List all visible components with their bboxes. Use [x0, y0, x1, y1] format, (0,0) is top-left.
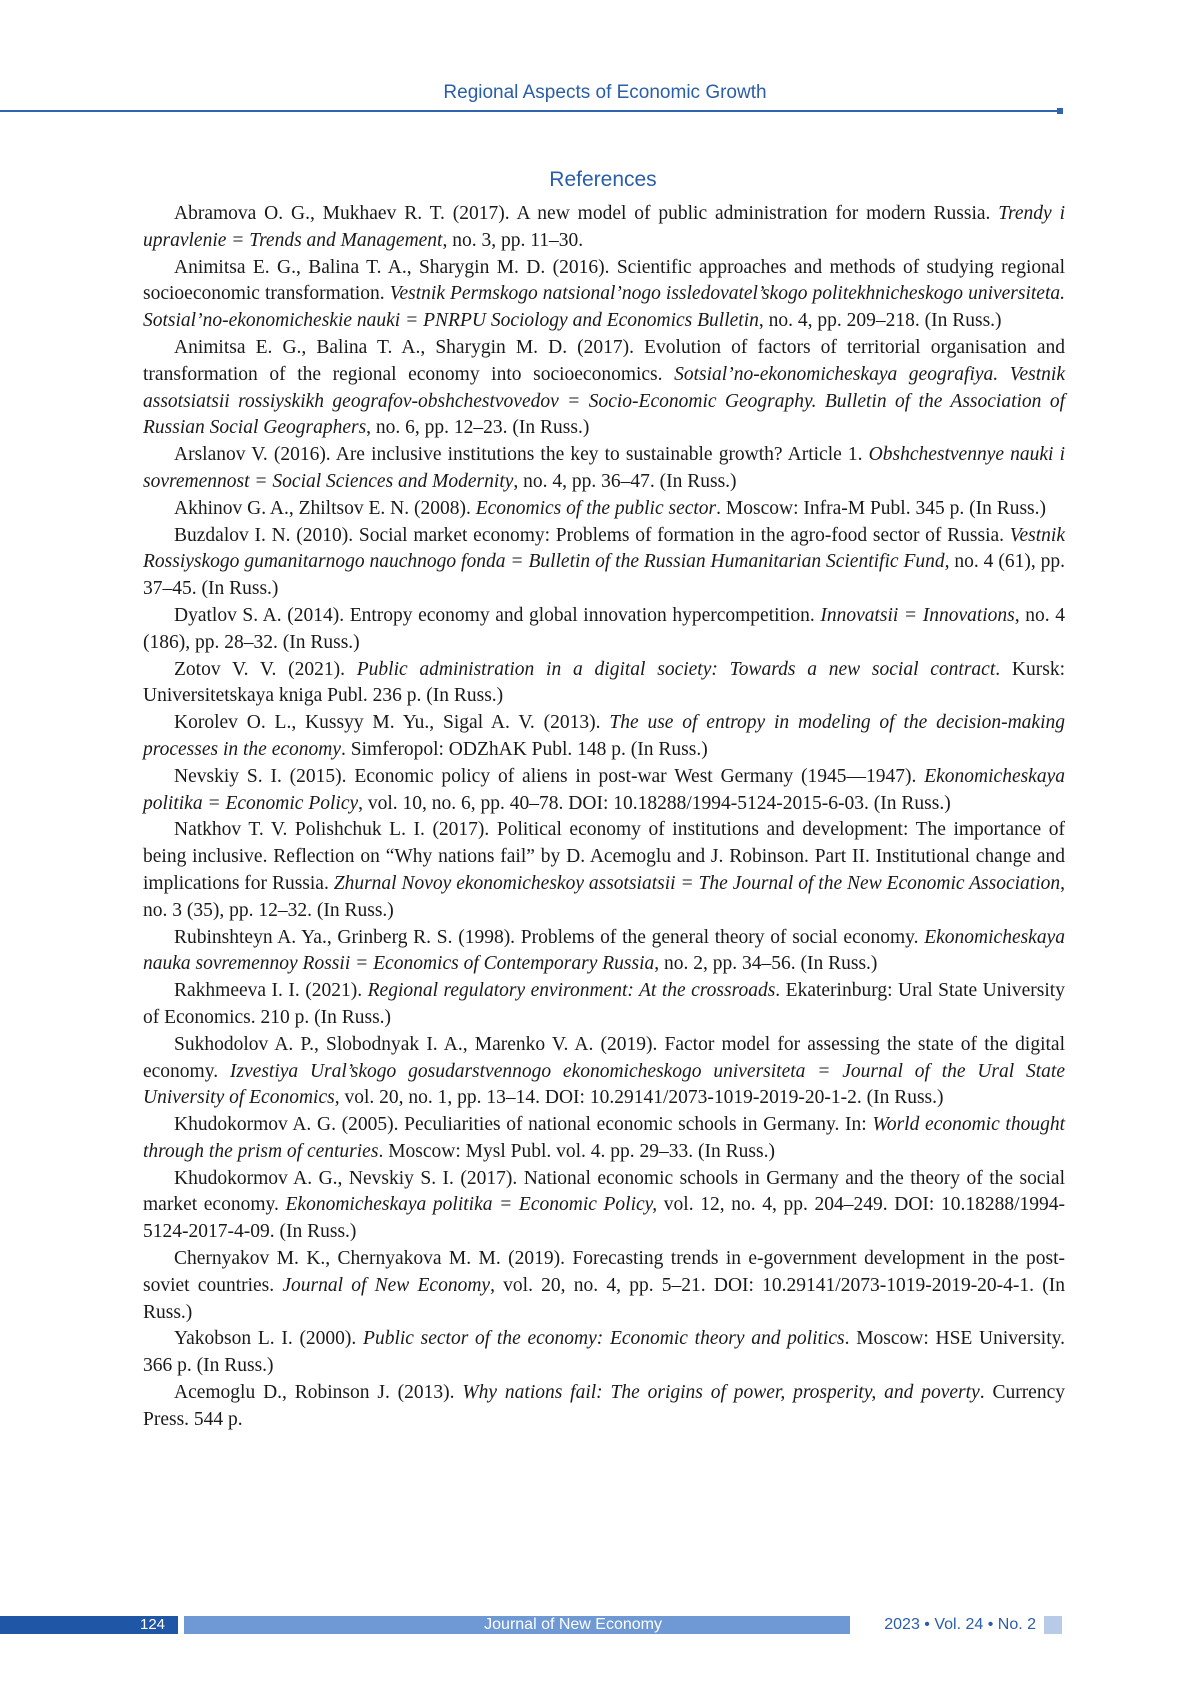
reference-entry [143, 657, 1065, 711]
header-rule [0, 110, 1057, 112]
reference-text: Rubinshteyn A. Ya., Grinberg R. S. (1998). Problems of the general theory of social economy. [174, 926, 925, 948]
reference-entry [143, 1326, 1065, 1380]
reference-text: Buzdalov I. N. (2010). Social market economy: Problems of formation in the agro-food sector of Russia. [174, 524, 1010, 546]
reference-text: , no. 3, pp. 11–30. [442, 229, 584, 251]
reference-entry [143, 925, 1065, 979]
reference-text: , no. 4, pp. 36–47. (In Russ.) [513, 470, 737, 492]
reference-source-italic: Public administration in a digital society: Towards a new social contract [356, 658, 996, 680]
reference-text: Chernyakov M. K., Chernyakova M. M. (2019). Forecasting trends in e-government development in the post-soviet countries. [143, 1248, 1065, 1296]
reference-text: Zotov V. V. (2021). [174, 658, 357, 680]
footer-journal-name: Journal of New Economy [484, 1616, 662, 1633]
reference-source-italic: Vestnik Permskogo natsional’nogo issledovatel’skogo politekhnicheskogo universiteta. Sotsial’no-ekonomicheskie nauki = PNRPU Sociology and Economics Bulletin [143, 283, 1066, 332]
reference-source-italic: Zhurnal Novoy ekonomicheskoy assotsiatsii = The Journal of the New Economic Association [333, 872, 1061, 894]
reference-source-italic: Journal of New Economy [282, 1274, 491, 1296]
reference-source-italic: Regional regulatory environment: At the crossroads [367, 980, 776, 1002]
reference-entry [143, 255, 1065, 335]
reference-source-italic: Innovatsii = Innovations [820, 604, 1015, 626]
reference-entry [143, 1112, 1065, 1166]
reference-text: . Currency Press. 544 p. [143, 1382, 1065, 1430]
reference-source-italic: Obshchestvennye nauki i sovremennost = Social Sciences and Modernity [143, 444, 1065, 492]
reference-text: , vol. 20, no. 4, pp. 5–21. DOI: 10.29141/2073-1019-2019-20-4-1. (In Russ.) [143, 1274, 1065, 1323]
reference-text: Acemoglu D., Robinson J. (2013). [174, 1382, 463, 1404]
reference-entry [143, 1166, 1065, 1246]
reference-text: , no. 2, pp. 34–56. (In Russ.) [654, 953, 878, 975]
reference-text: . Moscow: Mysl Publ. vol. 4. pp. 29–33. (In Russ.) [378, 1140, 775, 1162]
reference-text: , no. 4 (61), pp. 37–45. (In Russ.) [143, 551, 1065, 600]
reference-text: Akhinov G. A., Zhiltsov E. N. (2008). [174, 497, 476, 519]
section-title: References [549, 168, 657, 191]
reference-entry [143, 764, 1065, 818]
reference-entry [143, 1032, 1065, 1112]
reference-text: , no. 3 (35), pp. 12–32. (In Russ.) [143, 872, 1065, 921]
reference-text: Khudokormov A. G., Nevskiy S. I. (2017). National economic schools in Germany and the theory of the social market economy. [143, 1167, 1065, 1216]
reference-text: vol. 20, no. 1, pp. 13–14. DOI: 10.29141/2073-1019-2019-20-1-2. (In Russ.) [339, 1087, 944, 1109]
reference-source-italic: Sotsial’no-ekonomicheskaya geografiya. Vestnik assotsiatsii rossiyskikh geografov-obshchestvovedov = Socio-Economic Geography. Bulletin of the Association of Russian Social Geographers [143, 363, 1065, 439]
reference-text: . Kursk: Universitetskaya kniga Publ. 236 p. (In Russ.) [143, 658, 1066, 707]
reference-text: . Moscow: HSE University. 366 p. (In Russ.) [143, 1328, 1065, 1377]
reference-source-italic: Izvestiya Ural’skogo gosudarstvennogo ekonomicheskogo universiteta = Journal of the Ural State University of Economics, [143, 1060, 1065, 1109]
reference-source-italic: Why nations fail: The origins of power, prosperity, and poverty [462, 1382, 980, 1404]
reference-text: Nevskiy S. I. (2015). Economic policy of aliens in post-war West Germany (1945—1947). [174, 765, 925, 787]
running-header-title: Regional Aspects of Economic Growth [443, 82, 767, 103]
reference-text: vol. 12, no. 4, pp. 204–249. DOI: 10.18288/1994-5124-2017-4-09. (In Russ.) [143, 1194, 1066, 1243]
reference-list [143, 201, 1065, 1434]
reference-text: Arslanov V. (2016). Are inclusive institutions the key to sustainable growth? Article 1. [174, 444, 869, 466]
reference-text: Khudokormov A. G. (2005). Peculiarities of national economic schools in Germany. In: [174, 1114, 873, 1136]
reference-entry [143, 603, 1065, 657]
reference-text: , vol. 10, no. 6, pp. 40–78. DOI: 10.18288/1994-5124-2015-6-03. (In Russ.) [358, 792, 951, 814]
reference-entry [143, 817, 1065, 924]
reference-text: Animitsa E. G., Balina T. A., Sharygin M. D. (2016). Scientific approaches and methods of studying regional socioeconomic transformation. [143, 256, 1065, 305]
reference-entry [143, 201, 1065, 255]
reference-entry [143, 442, 1065, 496]
reference-source-italic: Public sector of the economy: Economic theory and politics [363, 1328, 845, 1350]
reference-source-italic: Economics of the public sector [475, 497, 717, 519]
reference-text: Natkhov T. V. Polishchuk L. I. (2017). Political economy of institutions and development: The importance of being inclusive. Reflection on “Why nations fail” by D. Acemoglu and J. Robinson. Part II. Institutional change and implications for Russia. [143, 819, 1065, 894]
reference-text: Animitsa E. G., Balina T. A., Sharygin M. D. (2017). Evolution of factors of territorial organisation and transformation of the regional economy into socioeconomics. [143, 336, 1065, 385]
reference-text: , no. 4, pp. 209–218. (In Russ.) [758, 310, 1002, 332]
reference-source-italic: Ekonomicheskaya nauka sovremennoy Rossii = Economics of Contemporary Russia [143, 926, 1065, 975]
reference-text: , no. 4 (186), pp. 28–32. (In Russ.) [143, 604, 1065, 653]
reference-text: , no. 6, pp. 12–23. (In Russ.) [366, 417, 590, 439]
reference-source-italic: World economic thought through the prism of centuries [143, 1114, 1065, 1162]
reference-text: Dyatlov S. A. (2014). Entropy economy and global innovation hypercompetition. [174, 604, 821, 626]
page-number: 124 [140, 1616, 166, 1633]
reference-text: . Moscow: Infra-M Publ. 345 p. (In Russ.) [716, 497, 1047, 519]
reference-entry [143, 710, 1065, 764]
reference-text: Yakobson L. I. (2000). [174, 1328, 364, 1350]
reference-source-italic: Ekonomicheskaya politika = Economic Policy [143, 765, 1065, 814]
reference-source-italic: Trendy i upravlenie = Trends and Management [143, 203, 1065, 251]
reference-text: Rakhmeeva I. I. (2021). [174, 980, 368, 1002]
reference-text: Korolev O. L., Kussyy M. Yu., Sigal A. V. (2013). [174, 712, 610, 734]
reference-entry [143, 496, 1065, 523]
reference-entry [143, 1380, 1065, 1434]
reference-text: Sukhodolov A. P., Slobodnyak I. A., Marenko V. A. (2019). Factor model for assessing the state of the digital economy. [143, 1033, 1065, 1082]
reference-entry [143, 523, 1065, 603]
reference-text: Abramova O. G., Mukhaev R. T. (2017). A new model of public administration for modern Russia. [174, 203, 999, 224]
header-rule-end-marker [1057, 108, 1063, 114]
reference-source-italic: Vestnik Rossiyskogo gumanitarnogo nauchnogo fonda = Bulletin of the Russian Humanitarian Scientific Fund [143, 524, 1065, 573]
reference-entry [143, 335, 1065, 442]
footer-end-block [1044, 1616, 1062, 1634]
reference-text: . Ekaterinburg: Ural State University of Economics. 210 p. (In Russ.) [143, 980, 1065, 1028]
reference-source-italic: The use of entropy in modeling of the decision-making processes in the economy [143, 712, 1065, 760]
reference-text: . Simferopol: ODZhAK Publ. 148 p. (In Russ.) [341, 738, 708, 760]
reference-source-italic: Ekonomicheskaya politika = Economic Policy, [285, 1194, 658, 1216]
footer-issue-info: 2023 • Vol. 24 • No. 2 [884, 1616, 1036, 1633]
reference-entry [143, 978, 1065, 1032]
reference-entry [143, 1246, 1065, 1326]
